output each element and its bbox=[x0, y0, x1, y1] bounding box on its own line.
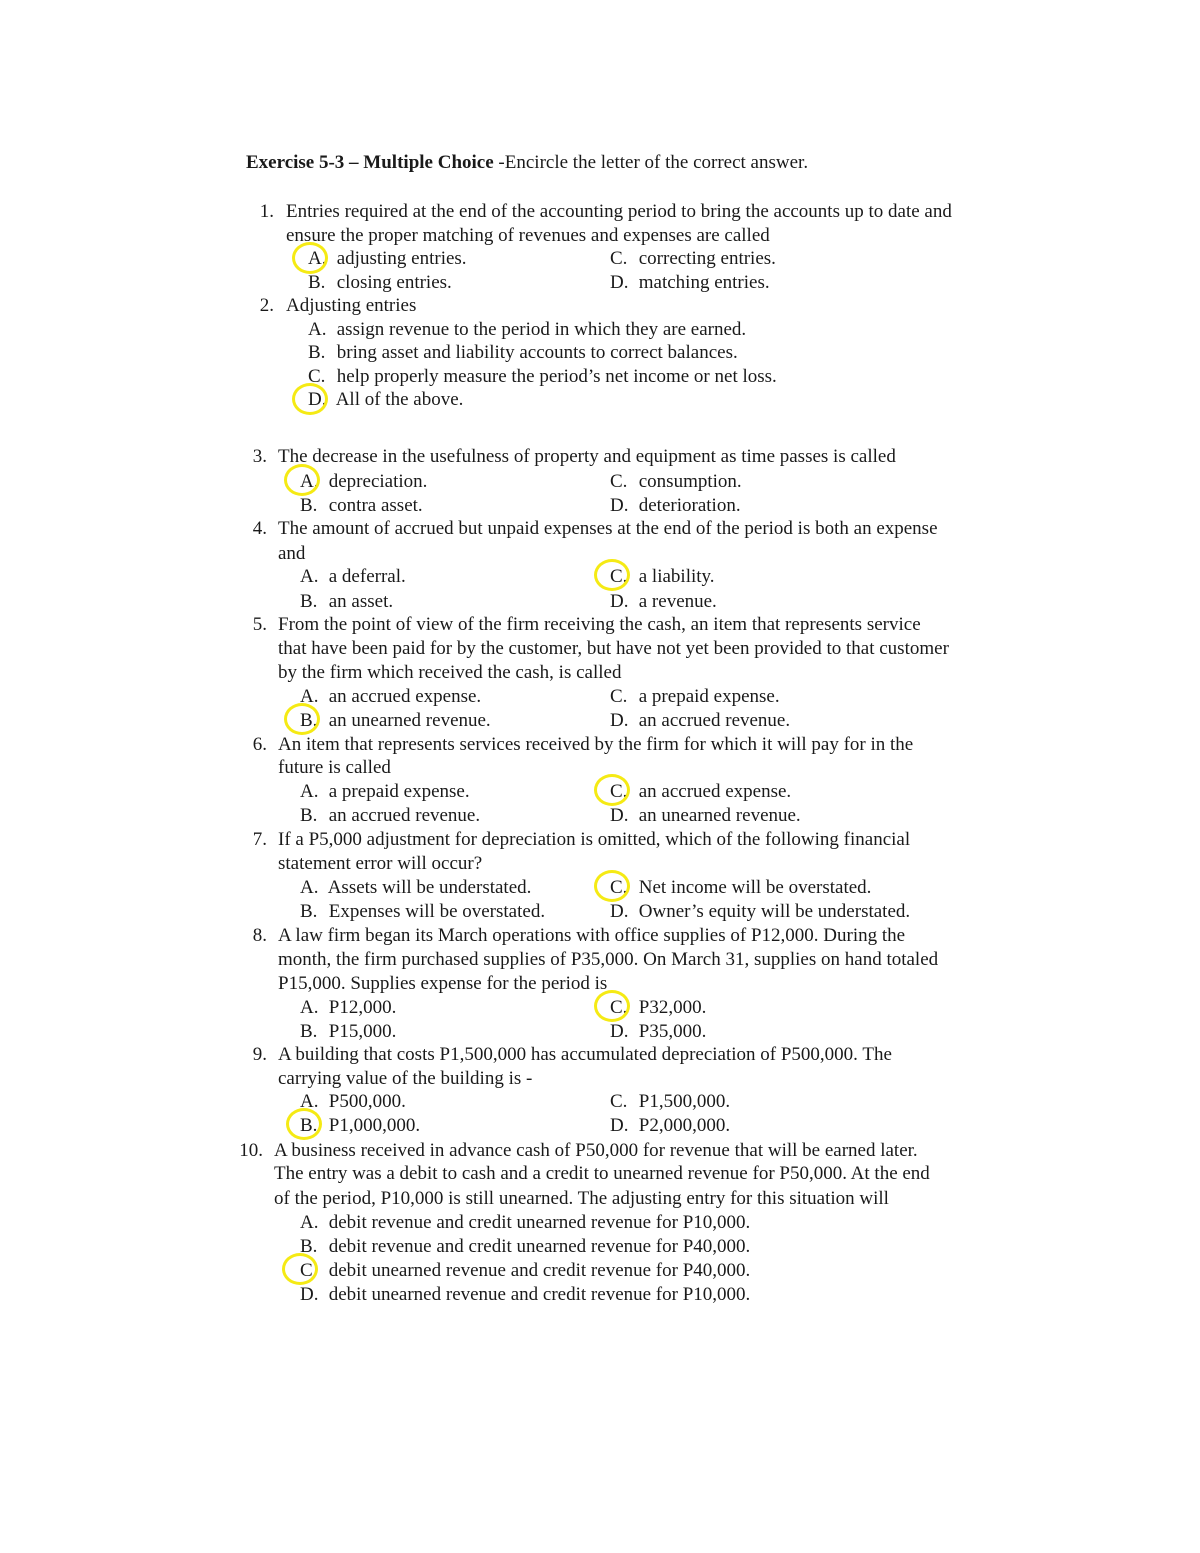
option-a: A. assign revenue to the period in which they are earned. bbox=[308, 319, 747, 340]
answer-circle-q4 bbox=[594, 559, 630, 591]
question-number: 9. bbox=[252, 1044, 267, 1065]
exercise-title-instruction: -Encircle the letter of the correct answer. bbox=[493, 152, 809, 173]
question-text: ensure the proper matching of revenues and expenses are called bbox=[286, 225, 770, 246]
question-number: 3. bbox=[252, 446, 267, 467]
option-a: A. Assets will be understated. bbox=[300, 877, 532, 898]
answer-circle-q1 bbox=[292, 242, 328, 274]
answer-circle-q6 bbox=[594, 774, 630, 806]
question-text: month, the firm purchased supplies of P35,000. On March 31, supplies on hand totaled bbox=[278, 949, 939, 970]
option-b: B. an accrued revenue. bbox=[300, 805, 481, 826]
question-number: 2. bbox=[259, 295, 274, 316]
option-c: C. help properly measure the period’s net income or net loss. bbox=[308, 366, 777, 387]
option-b: B. an asset. bbox=[300, 591, 394, 612]
option-a: A. a prepaid expense. bbox=[300, 781, 470, 802]
option-b: B. P1,000,000. bbox=[300, 1115, 421, 1136]
option-b: B. an unearned revenue. bbox=[300, 710, 491, 731]
question-text: carrying value of the building is - bbox=[278, 1068, 533, 1089]
option-c: C. a liability. bbox=[610, 566, 715, 587]
exercise-title-bold: Exercise 5-3 – Multiple Choice bbox=[246, 152, 494, 173]
question-text: If a P5,000 adjustment for depreciation is omitted, which of the following financial bbox=[278, 829, 911, 850]
question-number: 7. bbox=[252, 829, 267, 850]
question-text: that have been paid for by the customer, but have not yet been provided to that customer bbox=[278, 638, 949, 659]
question-number: 6. bbox=[252, 734, 267, 755]
option-d: D. P35,000. bbox=[610, 1021, 707, 1042]
exercise-title bbox=[246, 152, 808, 174]
question-text: by the firm which received the cash, is called bbox=[278, 662, 622, 683]
answer-circle-q2 bbox=[292, 383, 328, 415]
option-c: C. an accrued expense. bbox=[610, 781, 792, 802]
option-a: A. an accrued expense. bbox=[300, 686, 482, 707]
option-b: B. Expenses will be overstated. bbox=[300, 901, 546, 922]
question-text: Entries required at the end of the accounting period to bring the accounts up to date and bbox=[286, 201, 952, 222]
question-text: An item that represents services received by the firm for which it will pay for in the bbox=[278, 734, 914, 755]
question-text: of the period, P10,000 is still unearned. The adjusting entry for this situation will bbox=[274, 1188, 889, 1209]
option-a: A. debit revenue and credit unearned revenue for P10,000. bbox=[300, 1212, 751, 1233]
option-d: D. deterioration. bbox=[610, 495, 741, 516]
option-d: D. debit unearned revenue and credit revenue for P10,000. bbox=[300, 1284, 751, 1305]
option-c: C. P1,500,000. bbox=[610, 1091, 731, 1112]
option-c: C. Net income will be overstated. bbox=[610, 877, 872, 898]
question-text: The entry was a debit to cash and a credit to unearned revenue for P50,000. At the end bbox=[274, 1163, 930, 1184]
option-b: B. bring asset and liability accounts to correct balances. bbox=[308, 342, 738, 363]
question-text: statement error will occur? bbox=[278, 853, 483, 874]
option-d: D. an accrued revenue. bbox=[610, 710, 791, 731]
option-d: D. a revenue. bbox=[610, 591, 717, 612]
question-text: Adjusting entries bbox=[286, 295, 417, 316]
option-b: B. contra asset. bbox=[300, 495, 423, 516]
option-d: D. All of the above. bbox=[308, 389, 464, 410]
option-d: D. P2,000,000. bbox=[610, 1115, 731, 1136]
option-c: C. P32,000. bbox=[610, 997, 707, 1018]
question-text: P15,000. Supplies expense for the period is bbox=[278, 973, 608, 994]
answer-circle-q8 bbox=[594, 990, 630, 1022]
option-a: A. adjusting entries. bbox=[308, 248, 467, 269]
question-number: 1. bbox=[259, 201, 274, 222]
question-number: 4. bbox=[252, 518, 267, 539]
question-text: and bbox=[278, 543, 306, 564]
question-text: From the point of view of the firm receiving the cash, an item that represents service bbox=[278, 614, 921, 635]
option-c: C. correcting entries. bbox=[610, 248, 776, 269]
question-text: future is called bbox=[278, 757, 391, 778]
question-text: A business received in advance cash of P50,000 for revenue that will be earned later. bbox=[274, 1140, 918, 1161]
answer-circle-q3 bbox=[284, 464, 320, 496]
option-a: A. depreciation. bbox=[300, 471, 428, 492]
option-d: D. an unearned revenue. bbox=[610, 805, 801, 826]
option-b: B. P15,000. bbox=[300, 1021, 397, 1042]
question-text: The amount of accrued but unpaid expenses at the end of the period is both an expense bbox=[278, 518, 938, 539]
question-number: 8. bbox=[252, 925, 267, 946]
option-a: A. P500,000. bbox=[300, 1091, 406, 1112]
option-b: B. closing entries. bbox=[308, 272, 452, 293]
option-a: A. a deferral. bbox=[300, 566, 406, 587]
question-text: A building that costs P1,500,000 has accumulated depreciation of P500,000. The bbox=[278, 1044, 892, 1065]
question-number: 10. bbox=[239, 1140, 263, 1161]
option-a: A. P12,000. bbox=[300, 997, 397, 1018]
option-d: D. matching entries. bbox=[610, 272, 770, 293]
option-d: D. Owner’s equity will be understated. bbox=[610, 901, 911, 922]
option-c: C. consumption. bbox=[610, 471, 742, 492]
question-text: A law firm began its March operations with office supplies of P12,000. During the bbox=[278, 925, 906, 946]
answer-circle-q9 bbox=[286, 1108, 322, 1140]
answer-circle-q7 bbox=[594, 870, 630, 902]
option-c: C. debit unearned revenue and credit revenue for P40,000. bbox=[300, 1260, 751, 1281]
answer-circle-q10 bbox=[282, 1253, 318, 1285]
question-number: 5. bbox=[252, 614, 267, 635]
option-b: B. debit revenue and credit unearned revenue for P40,000. bbox=[300, 1236, 751, 1257]
answer-circle-q5 bbox=[284, 703, 320, 735]
question-text: The decrease in the usefulness of property and equipment as time passes is called bbox=[278, 446, 896, 467]
option-c: C. a prepaid expense. bbox=[610, 686, 780, 707]
